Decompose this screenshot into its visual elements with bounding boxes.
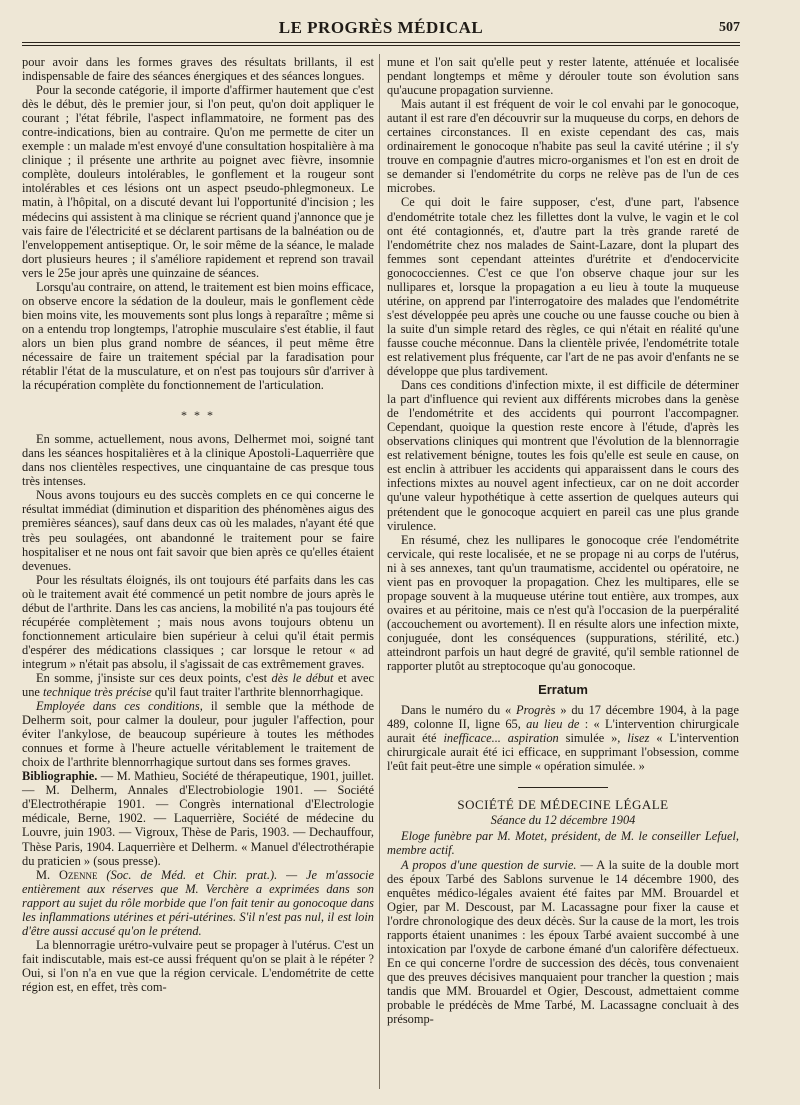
section-rule <box>518 787 608 788</box>
paragraph: Mais autant il est fréquent de voir le col envahi par le gonocoque, autant il est rare d'en découvrir sur la muqueuse du corps, en dehors de certaines circonstances. Il en existe cependant des cas, mais ordinairement le gonocoque n'habite pas seul la cavité utérine ; il s'y trouve en compagnie d'autres micro-organismes et l'on est en droit de se demander si l'endométrite du corps ne relève pas de l'un de ces microbes. <box>387 97 739 196</box>
journal-title: LE PROGRÈS MÉDICAL <box>278 18 484 37</box>
paragraph: En somme, j'insiste sur ces deux points, c'est dès le début et avec une technique très précise qu'il faut traiter l'arthrite blennorrhagique. <box>22 670 374 700</box>
paragraph: Pour les résultats éloignés, ils ont toujours été parfaits dans les cas où le traitement avait été commencé un petit nombre de jours après le début de l'arthrite. Dans les cas anciens, la mobilité n'a pas toujours été récupérée complètement ; mais nous avons toujours obtenu un fonctionnement articulaire bien supérieur à celui qu'il était permis d'espérer des médications classiques ; car lorsque le retour « ad integrum » n'était pas absolu, il s'agissait de cas extrêmement graves. <box>22 572 374 671</box>
session-date: Séance du 12 décembre 1904 <box>490 813 636 828</box>
section-separator: * * * <box>181 408 215 423</box>
page-number: 507 <box>719 20 740 35</box>
left-column <box>22 55 374 994</box>
column-divider <box>379 54 380 1089</box>
paragraph: Lorsqu'au contraire, on attend, le traitement est bien moins efficace, on observe encore la sédation de la douleur, mais le gonflement cède bien moins vite, les mouvements sont plus longs à reparaître ; même si on a entendu trop longtemps, l'atrophie musculaire s'est établie, il faut alors un bien plus grand nombre de séances, il peut même être nécessaire de faire un traitement spécial par la faradisation pour rétablir l'état de la musculature, et on n'est pas toujours sûr d'arriver à la récupération complète du fonctionnement de l'articulation. <box>22 279 374 393</box>
paragraph: pour avoir dans les formes graves des résultats brillants, il est indispensable de faire des séances énergiques et des séances longues. <box>22 55 374 84</box>
society-heading: SOCIÉTÉ DE MÉDECINE LÉGALE <box>457 797 669 813</box>
paragraph: En somme, actuellement, nous avons, Delhermet moi, soigné tant dans les séances hospitalières et à la clinique Apostoli-Laquerrière que dans nos clientèles respectives, une cinquantaine de cas presque tous très intenses. <box>22 432 374 489</box>
paragraph: A propos d'une question de survie. — A la suite de la double mort des époux Tarbé des Sablons survenue le 14 décembre 1900, des enquêtes médico-légales avaient été faites par MM. Brouardel et Ogier, par M. Descoust, par M. Lacassagne pour fixer la cause et l'ordre chronologique des deux décès. Sur la cause de la mort, les trois rapports étaient unanimes : les époux Tarbé avaient succombé à une intoxication par l'oxyde de carbone émané d'un calorifère défectueux. En ce qui concerne l'ordre de succession des décès, tous convenaient que des preuves décisives manquaient pour trancher la question ; mais tandis que MM. Brouardel et Ogier, Descoust, admettaient comme probable le prédécès de Mme Tarbé, M. Lacassagne concluait à des présomp- <box>387 857 739 1027</box>
bibliography-label: Bibliographie. <box>22 769 98 784</box>
paragraph: Pour la seconde catégorie, il importe d'affirmer hautement que c'est dès le début, dès le premier jour, si l'on peut, qu'on doit appliquer le courant ; l'état fébrile, l'aspect inflammatoire, ne forment pas des contre-indications, bien au contraire. Qu'on me permette de citer un exemple : un malade m'est envoyé d'une consultation hospitalière à ma clinique ; il présente une arthrite au poignet avec fièvre, insomnie complète, douleurs intolérables, le gonflement et la rougeur sont intolérables et ces lésions ont un aspect pseudo-phlegmoneux. Le matin, à l'hôpital, on a discuté devant lui l'opportunité d'incision ; les médecins qui assistent à ma clinique se récrient quand j'annonce que je vais faire de l'électricité et se déclarent partisans de la balnéation ou de l'enveloppement antiseptique. Or, le soir même de la séance, le malade dort plusieurs heures ; il s'améliore rapidement et reprend son travail vers le 25e jour après une quinzaine de séances. <box>22 83 374 280</box>
paragraph: Ce qui doit le faire supposer, c'est, d'une part, l'absence d'endométrite totale chez les fillettes dont la vulve, le vagin et le col ont été contagionnés, et, d'autre part la très grande rareté de l'endométrite chez nos malades de Saint-Lazare, dont la plupart des femmes sont cependant atteintes d'urétrite et d'endocervicite gonococciennes. C'est ce que l'on observe chaque jour sur les nullipares et, lorsque la propagation a eu lieu à toute la muqueuse utérine, on apprend par l'interrogatoire des malades que l'endométrite s'est développée peu après une couche ou une fausse couche ou bien à la suite d'un simple retard des règles, ce qui n'était en réalité qu'une fausse couche méconnue. Dans la clientèle privée, l'endométrite totale est relativement plus fréquente, car l'art de ne pas avoir d'enfants ne se développe que plus tardivement. <box>387 195 739 379</box>
paragraph: mune et l'on sait qu'elle peut y rester latente, atténuée et localisée pendant longtemps et même y dérouler toute son évolution sans qu'aucune propagation survienne. <box>387 55 739 98</box>
header-rule-top <box>22 42 740 43</box>
paragraph: Employée dans ces conditions, il semble que la méthode de Delherm soit, pour calmer la douleur, pour juguler l'affection, pour éviter l'ankylose, de beaucoup supérieure à toutes les méthodes connues et forme à l'heure actuelle véritablement le traitement de choix de l'arthrite blennorrhagique surtout dans ses formes graves. <box>22 699 374 770</box>
paragraph: Dans ces conditions d'infection mixte, il est difficile de déterminer la part d'influence qui revient aux différents microbes dans la genèse de l'endométrite et des accidents qui pourront l'accompagner. Cependant, quoique la question reste encore à l'étude, d'après les observations cliniques qui montrent que l'évolution de la blennorragie est relativement bénigne, toutes les fois qu'elle est seule en cause, on est enclin à attribuer les accidents qui apparaissent dans le cours des infections mixtes au nouvel agent infectieux, car on ne doit accorder qu'une valeur hypothétique à cette assertion de quelques auteurs qui prétendent que le gonocoque acquiert en pareil cas une plus grande virulence. <box>387 378 739 533</box>
paragraph: La blennorragie urétro-vulvaire peut se propager à l'utérus. C'est un fait indiscutable, mais est-ce aussi fréquent qu'on se plait à le répéter ? Oui, si l'on n'a en vue que la région cervicale. L'endométrite de cette région est, en effet, très com- <box>22 937 374 994</box>
eloge-line: Eloge funèbre par M. Motet, président, de M. le conseiller Lefuel, membre actif. <box>387 829 739 858</box>
bibliography: Bibliographie. — M. Mathieu, Société de thérapeutique, 1901, juillet. — M. Delherm, Annales d'Electrobiologie 1901. — Société d'Electrothérapie 1901. — Congrès international d'Electrologie médicale, Berne, 1902. — Laquerrière, Société de médecine du Louvre, juin 1903. — Vigroux, Thèse de Paris, 1903. — Dechauffour, Thèse Paris, 1904. Laquerrière et Delherm. « Manuel d'électrothérapie du praticien » (sous presse). <box>22 769 374 868</box>
page-header <box>22 18 740 40</box>
header-rule-bottom <box>22 45 740 46</box>
paragraph: M. Ozenne (Soc. de Méd. et Chir. prat.). — Je m'associe entièrement aux réserves que M. Verchère a exprimées dans son rapport au sujet du rôle morbide que l'on fait tenir au gonocoque dans les inflammations utérines et péri-utérines. S'il n'est pas nul, il est loin d'être aussi accusé qu'on le prétend. <box>22 867 374 938</box>
paragraph: Nous avons toujours eu des succès complets en ce qui concerne le résultat immédiat (diminution et disparition des phénomènes aigus des premières séances), sauf dans deux cas où les malades, n'ayant été que très peu soulagées, ont abandonné le traitement pour se faire hospitaliser et ne nous ont fait savoir que bien après ce qu'elles étaient devenues. <box>22 488 374 573</box>
right-column <box>387 55 739 1026</box>
paragraph: En résumé, chez les nullipares le gonocoque crée l'endométrite cervicale, qui reste localisée, et ne se propage ni au corps de l'utérus, ni à ses annexes, tant qu'un traumatisme, accidentel ou opératoire, ne vient pas en provoquer la propagation. Chez les multipares, elle se propage souvent à la muqueuse utérine tout entière, aux trompes, aux ovaires et au péritoine, mais ce n'est qu'à l'occasion de la puerpéralité (accouchement ou avortement). Il en résulte alors une infection mixte, conjuguée, dont les conséquences (suppurations, stérilité, etc.) atteindront parfois un haut degré de gravité, qu'il semble rationnel de rapporter plutôt au streptocoque qu'au gonocoque. <box>387 532 739 674</box>
erratum-text: Dans le numéro du « Progrès » du 17 décembre 1904, à la page 489, colonne II, ligne 65, au lieu de : « L'intervention chirurgicale aurait été inefficace... aspiration simulée », lisez « L'intervention chirurgicale aurait été ici efficace, en supprimant l'obsession, comme l'eût fait peut-être une simple « opération simulée. » <box>387 703 739 774</box>
erratum-title: Erratum <box>538 682 588 698</box>
